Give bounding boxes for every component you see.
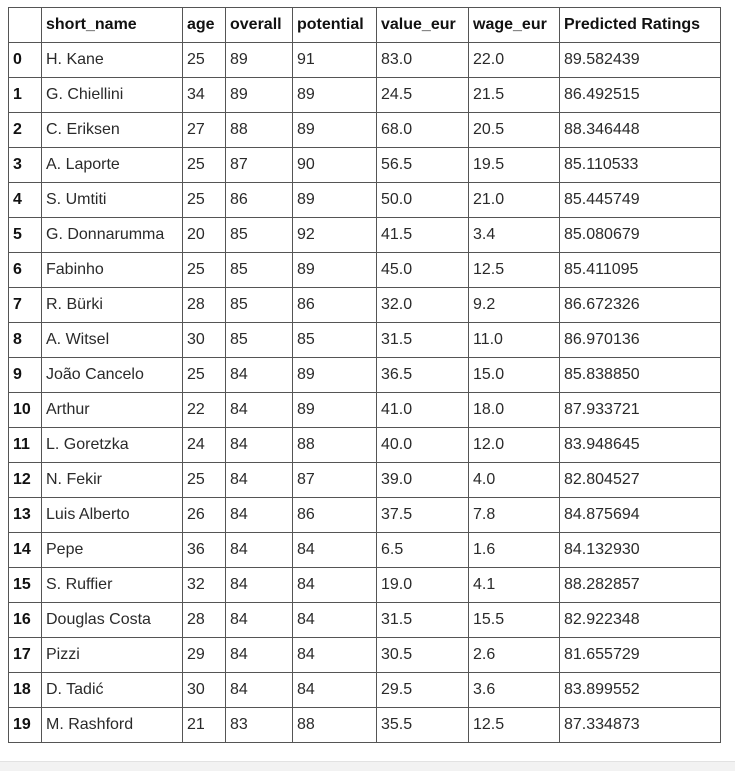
cell-short-name: S. Umtiti xyxy=(42,183,183,218)
cell-predicted-ratings: 82.922348 xyxy=(560,603,721,638)
table-row xyxy=(9,78,721,113)
row-index: 13 xyxy=(9,498,42,533)
cell-overall: 83 xyxy=(226,708,293,743)
cell-potential: 89 xyxy=(293,78,377,113)
row-index: 8 xyxy=(9,323,42,358)
cell-short-name: G. Chiellini xyxy=(42,78,183,113)
cell-predicted-ratings: 84.875694 xyxy=(560,498,721,533)
row-index: 5 xyxy=(9,218,42,253)
cell-age: 30 xyxy=(183,673,226,708)
cell-age: 25 xyxy=(183,253,226,288)
row-index: 3 xyxy=(9,148,42,183)
column-header-predicted-ratings: Predicted Ratings xyxy=(560,8,721,43)
cell-value-eur: 24.5 xyxy=(377,78,469,113)
cell-overall: 84 xyxy=(226,533,293,568)
cell-potential: 89 xyxy=(293,253,377,288)
cell-short-name: Pepe xyxy=(42,533,183,568)
column-header-potential: potential xyxy=(293,8,377,43)
cell-short-name: N. Fekir xyxy=(42,463,183,498)
cell-value-eur: 30.5 xyxy=(377,638,469,673)
cell-wage-eur: 3.4 xyxy=(469,218,560,253)
cell-predicted-ratings: 85.080679 xyxy=(560,218,721,253)
cell-potential: 85 xyxy=(293,323,377,358)
cell-potential: 84 xyxy=(293,533,377,568)
cell-wage-eur: 4.1 xyxy=(469,568,560,603)
row-index: 11 xyxy=(9,428,42,463)
cell-potential: 89 xyxy=(293,183,377,218)
cell-overall: 85 xyxy=(226,218,293,253)
cell-predicted-ratings: 88.346448 xyxy=(560,113,721,148)
cell-value-eur: 37.5 xyxy=(377,498,469,533)
table-body xyxy=(9,43,721,743)
cell-wage-eur: 21.5 xyxy=(469,78,560,113)
row-index: 1 xyxy=(9,78,42,113)
cell-value-eur: 45.0 xyxy=(377,253,469,288)
cell-predicted-ratings: 85.411095 xyxy=(560,253,721,288)
cell-age: 25 xyxy=(183,358,226,393)
cell-predicted-ratings: 84.132930 xyxy=(560,533,721,568)
cell-wage-eur: 12.5 xyxy=(469,253,560,288)
cell-potential: 84 xyxy=(293,673,377,708)
cell-short-name: Arthur xyxy=(42,393,183,428)
cell-wage-eur: 22.0 xyxy=(469,43,560,78)
cell-age: 25 xyxy=(183,43,226,78)
cell-predicted-ratings: 85.838850 xyxy=(560,358,721,393)
row-index: 2 xyxy=(9,113,42,148)
cell-predicted-ratings: 81.655729 xyxy=(560,638,721,673)
column-header-age: age xyxy=(183,8,226,43)
table-row xyxy=(9,113,721,148)
table-row xyxy=(9,288,721,323)
cell-value-eur: 39.0 xyxy=(377,463,469,498)
cell-age: 28 xyxy=(183,288,226,323)
cell-short-name: L. Goretzka xyxy=(42,428,183,463)
cell-short-name: D. Tadić xyxy=(42,673,183,708)
dataframe-output xyxy=(8,7,721,743)
cell-short-name: R. Bürki xyxy=(42,288,183,323)
cell-wage-eur: 12.5 xyxy=(469,708,560,743)
cell-value-eur: 29.5 xyxy=(377,673,469,708)
cell-short-name: João Cancelo xyxy=(42,358,183,393)
cell-potential: 87 xyxy=(293,463,377,498)
cell-predicted-ratings: 83.899552 xyxy=(560,673,721,708)
cell-value-eur: 35.5 xyxy=(377,708,469,743)
cell-overall: 84 xyxy=(226,358,293,393)
cell-short-name: Luis Alberto xyxy=(42,498,183,533)
table-row xyxy=(9,708,721,743)
cell-potential: 90 xyxy=(293,148,377,183)
cell-overall: 84 xyxy=(226,673,293,708)
table-row xyxy=(9,148,721,183)
table-row xyxy=(9,183,721,218)
cell-potential: 92 xyxy=(293,218,377,253)
cell-overall: 84 xyxy=(226,568,293,603)
cell-value-eur: 83.0 xyxy=(377,43,469,78)
cell-value-eur: 56.5 xyxy=(377,148,469,183)
cell-predicted-ratings: 86.492515 xyxy=(560,78,721,113)
cell-value-eur: 31.5 xyxy=(377,323,469,358)
cell-wage-eur: 1.6 xyxy=(469,533,560,568)
cell-short-name: A. Witsel xyxy=(42,323,183,358)
cell-overall: 85 xyxy=(226,288,293,323)
cell-potential: 88 xyxy=(293,428,377,463)
column-header-short-name: short_name xyxy=(42,8,183,43)
cell-age: 30 xyxy=(183,323,226,358)
dataframe-table xyxy=(8,7,721,743)
cell-predicted-ratings: 87.334873 xyxy=(560,708,721,743)
cell-overall: 84 xyxy=(226,393,293,428)
row-index: 19 xyxy=(9,708,42,743)
row-index: 14 xyxy=(9,533,42,568)
cell-predicted-ratings: 83.948645 xyxy=(560,428,721,463)
table-row xyxy=(9,673,721,708)
cell-overall: 85 xyxy=(226,323,293,358)
cell-wage-eur: 21.0 xyxy=(469,183,560,218)
table-header xyxy=(9,8,721,43)
cell-short-name: A. Laporte xyxy=(42,148,183,183)
cell-wage-eur: 15.0 xyxy=(469,358,560,393)
cell-wage-eur: 9.2 xyxy=(469,288,560,323)
cell-value-eur: 40.0 xyxy=(377,428,469,463)
cell-age: 27 xyxy=(183,113,226,148)
table-row xyxy=(9,498,721,533)
cell-potential: 91 xyxy=(293,43,377,78)
cell-short-name: G. Donnarumma xyxy=(42,218,183,253)
cell-value-eur: 68.0 xyxy=(377,113,469,148)
cell-value-eur: 6.5 xyxy=(377,533,469,568)
row-index: 9 xyxy=(9,358,42,393)
cell-age: 25 xyxy=(183,183,226,218)
cell-value-eur: 19.0 xyxy=(377,568,469,603)
cell-potential: 89 xyxy=(293,113,377,148)
cell-potential: 89 xyxy=(293,358,377,393)
cell-value-eur: 31.5 xyxy=(377,603,469,638)
cell-age: 25 xyxy=(183,148,226,183)
cell-age: 32 xyxy=(183,568,226,603)
cell-overall: 84 xyxy=(226,498,293,533)
cell-predicted-ratings: 86.970136 xyxy=(560,323,721,358)
cell-potential: 86 xyxy=(293,498,377,533)
row-index: 17 xyxy=(9,638,42,673)
cell-age: 26 xyxy=(183,498,226,533)
cell-value-eur: 32.0 xyxy=(377,288,469,323)
cell-overall: 87 xyxy=(226,148,293,183)
table-row xyxy=(9,568,721,603)
cell-potential: 84 xyxy=(293,603,377,638)
cell-wage-eur: 4.0 xyxy=(469,463,560,498)
row-index: 6 xyxy=(9,253,42,288)
cell-predicted-ratings: 85.445749 xyxy=(560,183,721,218)
table-row xyxy=(9,253,721,288)
cell-predicted-ratings: 88.282857 xyxy=(560,568,721,603)
cell-overall: 85 xyxy=(226,253,293,288)
cell-age: 29 xyxy=(183,638,226,673)
table-row xyxy=(9,603,721,638)
table-row xyxy=(9,218,721,253)
table-row xyxy=(9,358,721,393)
cell-short-name: S. Ruffier xyxy=(42,568,183,603)
cell-wage-eur: 18.0 xyxy=(469,393,560,428)
cell-overall: 84 xyxy=(226,603,293,638)
column-header-overall: overall xyxy=(226,8,293,43)
cell-overall: 89 xyxy=(226,43,293,78)
cell-predicted-ratings: 87.933721 xyxy=(560,393,721,428)
row-index: 18 xyxy=(9,673,42,708)
cell-wage-eur: 3.6 xyxy=(469,673,560,708)
table-row xyxy=(9,533,721,568)
cell-age: 28 xyxy=(183,603,226,638)
cell-potential: 86 xyxy=(293,288,377,323)
cell-wage-eur: 20.5 xyxy=(469,113,560,148)
cell-value-eur: 36.5 xyxy=(377,358,469,393)
cell-wage-eur: 12.0 xyxy=(469,428,560,463)
cell-short-name: Fabinho xyxy=(42,253,183,288)
cell-short-name: M. Rashford xyxy=(42,708,183,743)
cell-overall: 84 xyxy=(226,428,293,463)
cell-wage-eur: 11.0 xyxy=(469,323,560,358)
column-header-wage-eur: wage_eur xyxy=(469,8,560,43)
row-index: 15 xyxy=(9,568,42,603)
cell-short-name: Douglas Costa xyxy=(42,603,183,638)
cell-value-eur: 50.0 xyxy=(377,183,469,218)
cell-age: 22 xyxy=(183,393,226,428)
table-row xyxy=(9,638,721,673)
cell-potential: 84 xyxy=(293,638,377,673)
cell-wage-eur: 2.6 xyxy=(469,638,560,673)
table-row xyxy=(9,43,721,78)
cell-value-eur: 41.0 xyxy=(377,393,469,428)
row-index: 0 xyxy=(9,43,42,78)
cell-short-name: Pizzi xyxy=(42,638,183,673)
cell-wage-eur: 15.5 xyxy=(469,603,560,638)
cell-age: 20 xyxy=(183,218,226,253)
row-index: 16 xyxy=(9,603,42,638)
cell-age: 24 xyxy=(183,428,226,463)
cell-potential: 89 xyxy=(293,393,377,428)
cell-wage-eur: 7.8 xyxy=(469,498,560,533)
index-header xyxy=(9,8,42,43)
cell-predicted-ratings: 85.110533 xyxy=(560,148,721,183)
cell-predicted-ratings: 89.582439 xyxy=(560,43,721,78)
cell-age: 25 xyxy=(183,463,226,498)
cell-overall: 86 xyxy=(226,183,293,218)
cell-predicted-ratings: 82.804527 xyxy=(560,463,721,498)
cell-short-name: C. Eriksen xyxy=(42,113,183,148)
cell-overall: 89 xyxy=(226,78,293,113)
cell-age: 21 xyxy=(183,708,226,743)
cell-overall: 84 xyxy=(226,463,293,498)
cell-wage-eur: 19.5 xyxy=(469,148,560,183)
table-row xyxy=(9,323,721,358)
cell-overall: 88 xyxy=(226,113,293,148)
cell-age: 36 xyxy=(183,533,226,568)
cell-predicted-ratings: 86.672326 xyxy=(560,288,721,323)
cell-value-eur: 41.5 xyxy=(377,218,469,253)
horizontal-scrollbar[interactable] xyxy=(0,761,735,771)
row-index: 4 xyxy=(9,183,42,218)
cell-age: 34 xyxy=(183,78,226,113)
row-index: 10 xyxy=(9,393,42,428)
cell-overall: 84 xyxy=(226,638,293,673)
header-row xyxy=(9,8,721,43)
cell-potential: 88 xyxy=(293,708,377,743)
table-row xyxy=(9,463,721,498)
table-row xyxy=(9,393,721,428)
row-index: 7 xyxy=(9,288,42,323)
row-index: 12 xyxy=(9,463,42,498)
table-row xyxy=(9,428,721,463)
cell-potential: 84 xyxy=(293,568,377,603)
column-header-value-eur: value_eur xyxy=(377,8,469,43)
cell-short-name: H. Kane xyxy=(42,43,183,78)
